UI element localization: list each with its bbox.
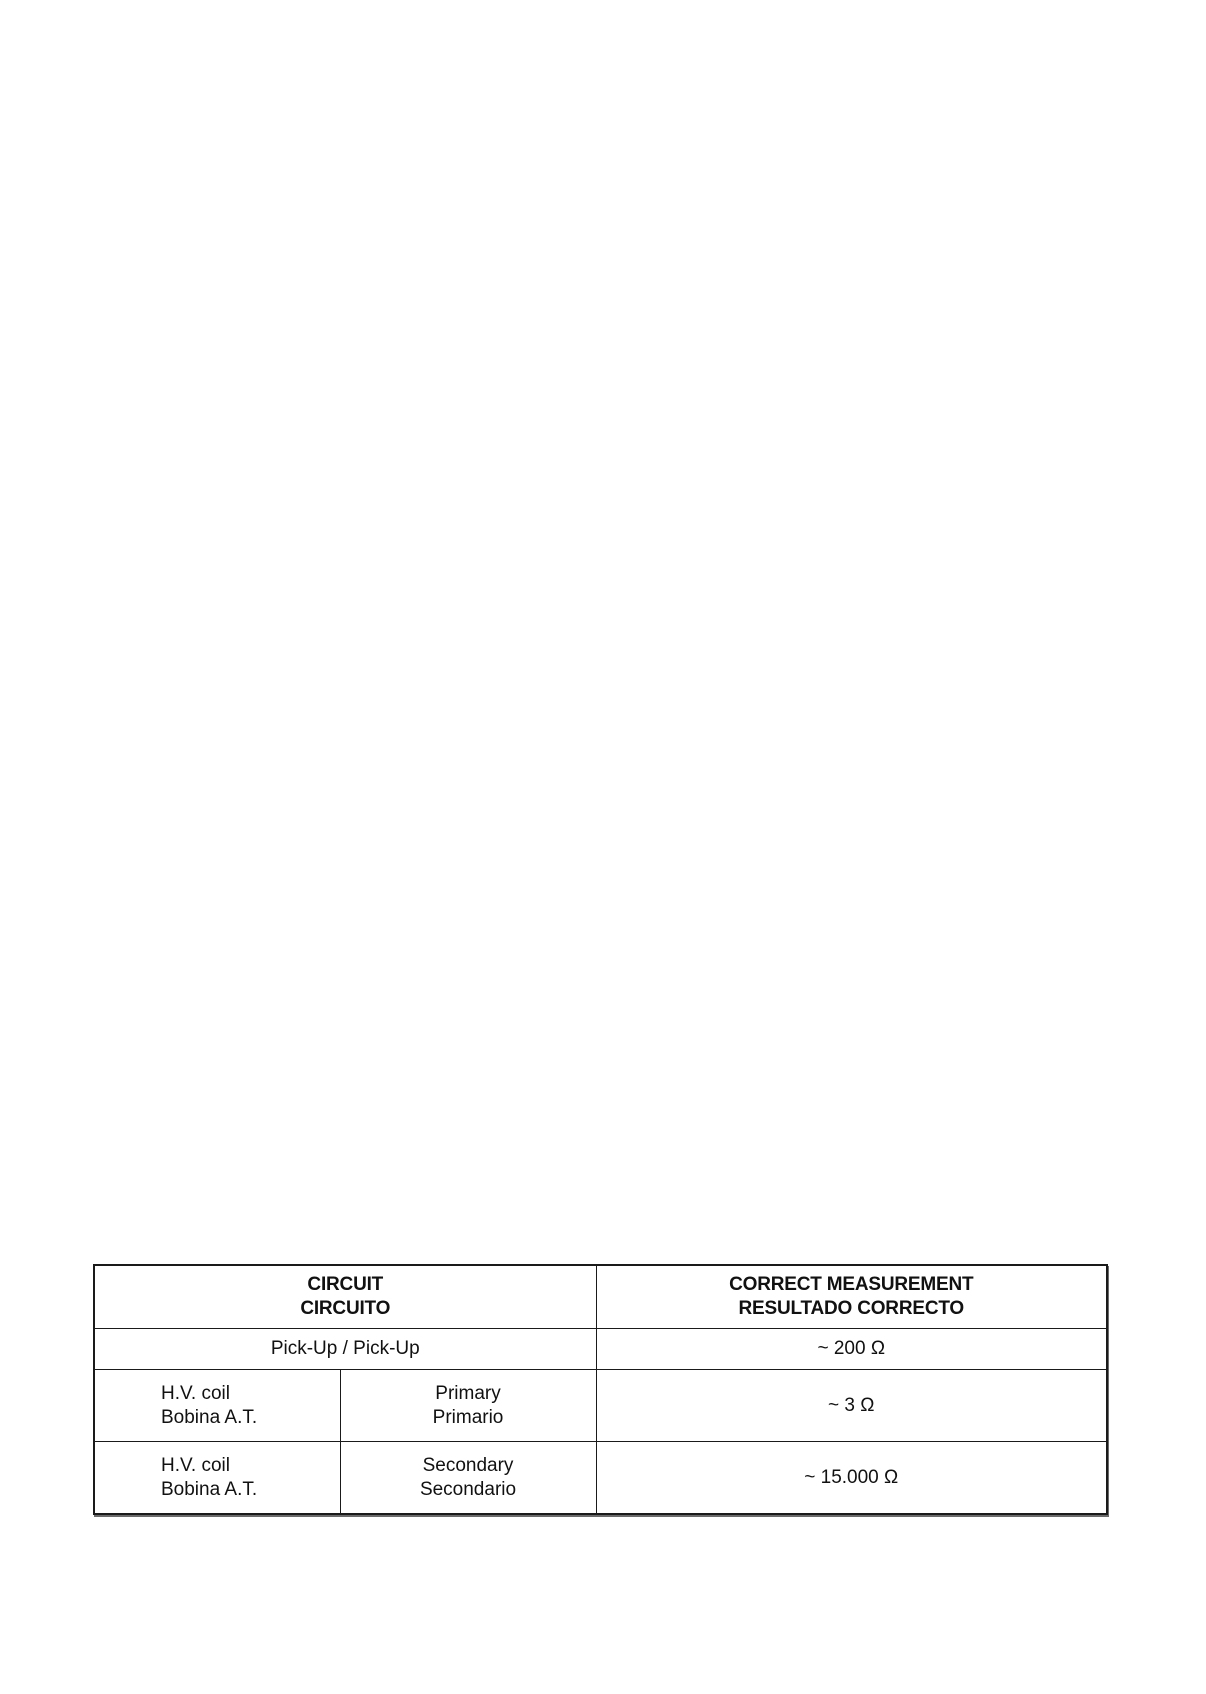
table-row bbox=[94, 1329, 1107, 1370]
table-row bbox=[94, 1370, 1107, 1442]
measurement-value: ~ 3 Ω bbox=[596, 1370, 1107, 1442]
measurement-value: ~ 200 Ω bbox=[596, 1329, 1107, 1370]
measurement-header-es: RESULTADO CORRECTO bbox=[738, 1298, 964, 1319]
circuit-cell: Pick-Up / Pick-Up bbox=[94, 1329, 596, 1370]
component-en: H.V. coil bbox=[161, 1382, 230, 1404]
measurement-header-en: CORRECT MEASUREMENT bbox=[729, 1274, 974, 1295]
winding-en: Secondary bbox=[422, 1454, 514, 1476]
component-cell bbox=[94, 1370, 340, 1442]
component-es: Bobina A.T. bbox=[161, 1406, 258, 1428]
circuit-header bbox=[94, 1265, 596, 1329]
circuit-header-en: CIRCUIT bbox=[307, 1274, 384, 1295]
measurement-value: ~ 15.000 Ω bbox=[596, 1442, 1107, 1515]
winding-cell bbox=[340, 1370, 596, 1442]
winding-es: Secondario bbox=[419, 1478, 517, 1500]
measurement-header bbox=[596, 1265, 1107, 1329]
component-cell bbox=[94, 1442, 340, 1515]
table-row bbox=[94, 1442, 1107, 1515]
table-header-row bbox=[94, 1265, 1107, 1329]
winding-es: Primario bbox=[432, 1406, 504, 1428]
resistance-table bbox=[93, 1264, 1108, 1515]
circuit-header-es: CIRCUITO bbox=[300, 1298, 391, 1319]
winding-en: Primary bbox=[435, 1382, 501, 1404]
component-en: H.V. coil bbox=[161, 1454, 230, 1476]
component-es: Bobina A.T. bbox=[161, 1478, 258, 1500]
winding-cell bbox=[340, 1442, 596, 1515]
